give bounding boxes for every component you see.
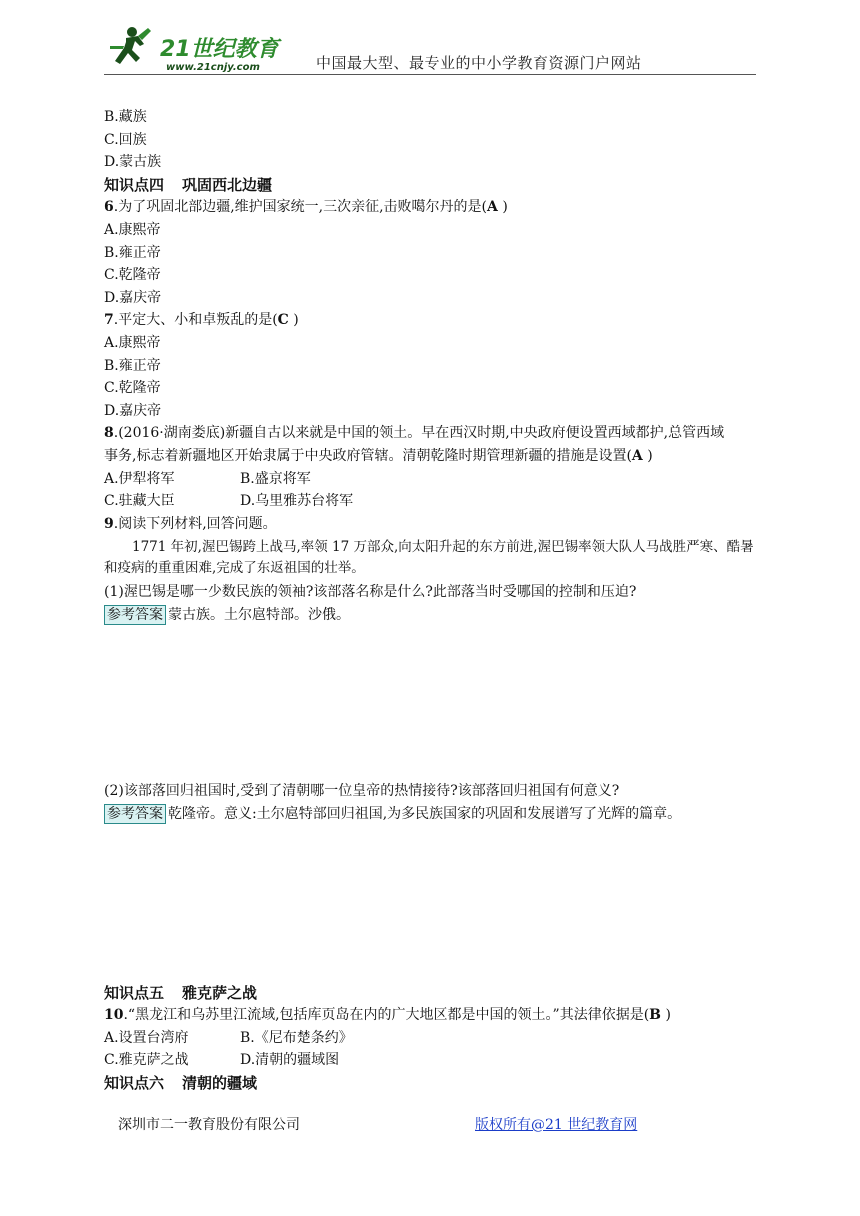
question-10: 10.“黑龙江和乌苏里江流域,包括库页岛在内的广大地区都是中国的领土。”其法律依据是(B ) <box>104 1007 671 1024</box>
q10-option-d: D.清朝的疆域图 <box>240 1052 340 1069</box>
q5-option-b: B.藏族 <box>104 109 147 125</box>
q9-answer1: 参考答案 蒙古族。土尔扈特部。沙俄。 <box>104 604 764 627</box>
q6-option-b: B.雍正帝 <box>104 244 161 261</box>
reference-answer-tag: 参考答案 <box>104 804 166 824</box>
q8-option-c: C.驻藏大臣 <box>104 493 175 510</box>
q7-option-d: D.嘉庆帝 <box>104 402 162 419</box>
footer-company: 深圳市二一教育股份有限公司 <box>118 1117 300 1133</box>
q7-option-b: B.雍正帝 <box>104 357 161 374</box>
logo-main-text: 21世纪教育 <box>160 37 279 62</box>
q9-material: 1771 年初,渥巴锡跨上战马,率领 17 万部众,向太阳升起的东方前进,渥巴锡率领大队人马战胜严寒、酷暑和疫病的重重困难,完成了东返祖国的壮举。 <box>104 539 754 577</box>
q6-option-c: C.乾隆帝 <box>104 267 161 284</box>
footer-copyright-link[interactable]: 版权所有@21 世纪教育网 <box>475 1117 638 1133</box>
answer-8: A <box>631 447 643 464</box>
q10-option-b: B.《尼布楚条约》 <box>240 1029 353 1046</box>
question-9: 9.阅读下列材料,回答问题。 <box>104 515 277 532</box>
q6-option-d: D.嘉庆帝 <box>104 289 162 306</box>
q8-options-row1 <box>104 468 764 491</box>
q9-answer2: 参考答案 乾隆帝。意义:土尔扈特部回归祖国,为多民族国家的巩固和发展谱写了光辉的篇章。 <box>104 803 764 826</box>
document-body <box>104 106 764 1095</box>
answer-space-1 <box>104 626 764 780</box>
q9-sub2: (2)该部落回归祖国时,受到了清朝哪一位皇帝的热情接待?该部落回归祖国有何意义? <box>104 783 620 800</box>
question-6: 6.为了巩固北部边疆,维护国家统一,三次亲征,击败噶尔丹的是(A ) <box>104 199 508 216</box>
logo-21cnjy <box>104 22 304 74</box>
q10-option-a: A.设置台湾府 <box>104 1029 189 1046</box>
q6-option-a: A.康熙帝 <box>104 221 161 238</box>
q8-option-a: A.伊犁将军 <box>104 470 175 487</box>
q5-option-d: D.蒙古族 <box>104 154 162 171</box>
q8-options-row2 <box>104 490 764 513</box>
reference-answer-tag: 参考答案 <box>104 605 166 625</box>
q10-options-row2 <box>104 1049 764 1072</box>
logo-url-text: www.21cnjy.com <box>166 62 260 73</box>
q9-sub1: (1)渥巴锡是哪一少数民族的领袖?该部落名称是什么?此部落当时受哪国的控制和压迫? <box>104 584 637 601</box>
q10-options-row1 <box>104 1027 764 1050</box>
question-7: 7.平定大、小和卓叛乱的是(C ) <box>104 312 299 329</box>
q10-option-c: C.雅克萨之战 <box>104 1052 189 1069</box>
page-footer <box>118 1114 678 1134</box>
question-8-line1: 8.(2016·湖南娄底)新疆自古以来就是中国的领土。早在西汉时期,中央政府便设置西域都护,总管西域 <box>104 425 725 442</box>
answer-6: A <box>487 199 498 216</box>
q7-option-a: A.康熙帝 <box>104 334 161 351</box>
q7-option-c: C.乾隆帝 <box>104 380 161 397</box>
question-8-line2: 事务,标志着新疆地区开始隶属于中央政府管辖。清朝乾隆时期管理新疆的措施是设置(A ) <box>104 447 653 464</box>
answer-7: C <box>277 312 289 329</box>
q8-option-d: D.乌里雅苏台将军 <box>240 493 354 510</box>
q5-option-c: C.回族 <box>104 131 147 148</box>
section-heading-5: 知识点五 雅克萨之战 <box>104 983 258 1002</box>
q8-option-b: B.盛京将军 <box>240 470 311 487</box>
section-heading-6: 知识点六 清朝的疆域 <box>104 1074 258 1093</box>
answer-10: B <box>649 1007 662 1024</box>
header-tagline: 中国最大型、最专业的中小学教育资源门户网站 <box>316 54 642 72</box>
runner-icon <box>110 27 151 64</box>
page-header <box>104 18 756 75</box>
answer-space-2 <box>104 826 764 982</box>
section-heading-4: 知识点四 巩固西北边疆 <box>104 175 273 194</box>
